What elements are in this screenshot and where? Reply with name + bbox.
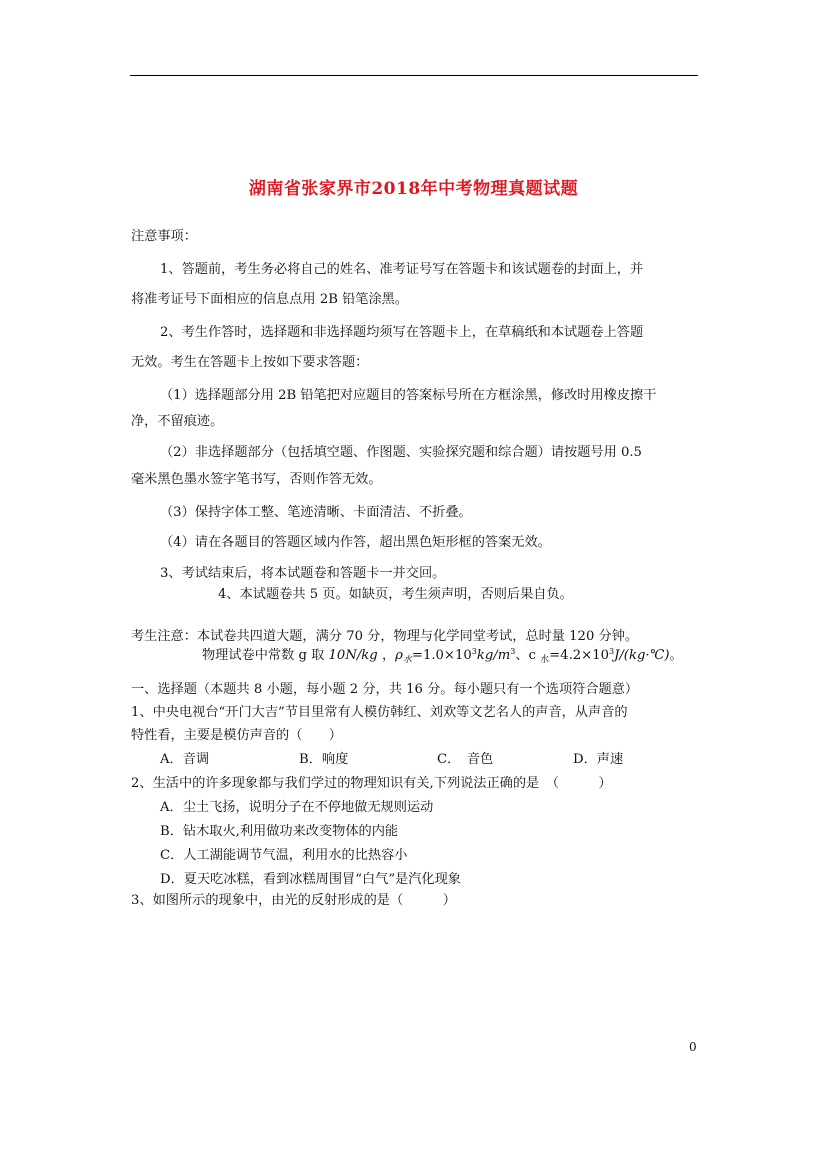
constant-g-unit: N/kg bbox=[345, 648, 378, 663]
section-1-heading: 一、选择题（本题共 8 小题，每小题 2 分，共 16 分。每小题只有一个选项符合题意） bbox=[131, 682, 639, 697]
page-number: 0 bbox=[689, 1040, 697, 1054]
question-1-line-2: 特性看，主要是模仿声音的（ ） bbox=[131, 728, 342, 743]
c-exponent: 3 bbox=[608, 647, 615, 656]
constant-separator: ， bbox=[381, 648, 396, 663]
notice-item-1-line-1: 1、答题前，考生务必将自己的姓名、准考证号写在答题卡和该试题卷的封面上，并 bbox=[160, 262, 644, 277]
question-1-option-b: B．响度 bbox=[299, 752, 349, 767]
header-rule bbox=[130, 75, 698, 76]
rho-symbol: ρ bbox=[395, 648, 403, 663]
notice-sub-1-line-2: 净，不留痕迹。 bbox=[131, 414, 224, 429]
question-2-option-a: A．尘土飞扬，说明分子在不停地做无规则运动 bbox=[160, 800, 434, 815]
rho-unit: kg/m bbox=[476, 648, 511, 663]
notice-item-3: 3、考试结束后，将本试题卷和答题卡一并交回。 bbox=[160, 566, 446, 581]
question-1-option-d: D．声速 bbox=[573, 752, 624, 767]
question-2-option-c: C．人工湖能调节气温，利用水的比热容小 bbox=[160, 848, 408, 863]
question-1-line-1: 1、中央电视台“开门大吉”节目里常有人模仿韩红、刘欢等文艺名人的声音，从声音的 bbox=[131, 705, 628, 720]
notice-item-4: 4、本试题卷共 5 页。如缺页，考生须声明，否则后果自负。 bbox=[218, 587, 573, 602]
c-unit: J/(kg·℃) bbox=[614, 648, 670, 663]
constant-g-value: 10 bbox=[328, 648, 346, 663]
question-2-option-b: B．钻木取火,利用做功来改变物体的内能 bbox=[160, 824, 399, 839]
question-2-stem: 2、生活中的许多现象都与我们学过的物理知识有关,下列说法正确的是 （ ） bbox=[131, 776, 612, 791]
rho-value: =1.0×10 bbox=[411, 648, 472, 663]
c-value: =4.2×10 bbox=[549, 648, 609, 663]
c-subscript: 水 bbox=[540, 655, 550, 665]
question-1-option-c: C． 音色 bbox=[437, 752, 494, 767]
notice-sub-2-line-2: 毫米黑色墨水签字笔书写，否则作答无效。 bbox=[131, 472, 382, 487]
c-label: 、c bbox=[515, 648, 541, 663]
question-1-option-a: A．音调 bbox=[160, 752, 210, 767]
constants-end: 。 bbox=[669, 648, 683, 663]
page-title: 湖南省张家界市2018年中考物理真题试题 bbox=[248, 179, 579, 199]
notice-sub-3: （3）保持字体工整、笔迹清晰、卡面清洁、不折叠。 bbox=[160, 505, 472, 520]
notice-sub-4: （4）请在各题目的答题区域内作答，超出黑色矩形框的答案无效。 bbox=[160, 535, 551, 550]
exam-note-constants bbox=[202, 648, 683, 665]
constant-g-prefix: 物理试卷中常数 g 取 bbox=[202, 648, 329, 663]
notice-item-1-line-2: 将准考证号下面相应的信息点用 2B 铅笔涂黑。 bbox=[131, 292, 409, 307]
notice-sub-1-line-1: （1）选择题部分用 2B 铅笔把对应题目的答案标号所在方框涂黑，修改时用橡皮擦干 bbox=[160, 388, 657, 403]
question-2-option-d: D．夏天吃冰糕，看到冰糕周围冒“白气”是汽化现象 bbox=[160, 872, 461, 887]
exam-note-line-1: 考生注意：本试卷共四道大题，满分 70 分，物理与化学同堂考试，总时量 120 分钟。 bbox=[131, 629, 639, 644]
notice-item-2-line-2: 无效。考生在答题卡上按如下要求答题： bbox=[131, 355, 369, 370]
rho-subscript: 水 bbox=[402, 655, 412, 665]
notice-item-2-line-1: 2、考生作答时，选择题和非选择题均须写在答题卡上，在草稿纸和本试题卷上答题 bbox=[160, 325, 644, 340]
notice-heading: 注意事项： bbox=[131, 229, 197, 244]
rho-unit-exponent: 3 bbox=[510, 647, 516, 656]
question-3-stem: 3、如图所示的现象中，由光的反射形成的是（ ） bbox=[131, 893, 456, 908]
rho-exponent: 3 bbox=[471, 647, 477, 656]
notice-sub-2-line-1: （2）非选择题部分（包括填空题、作图题、实验探究题和综合题）请按题号用 0.5 bbox=[160, 445, 642, 460]
